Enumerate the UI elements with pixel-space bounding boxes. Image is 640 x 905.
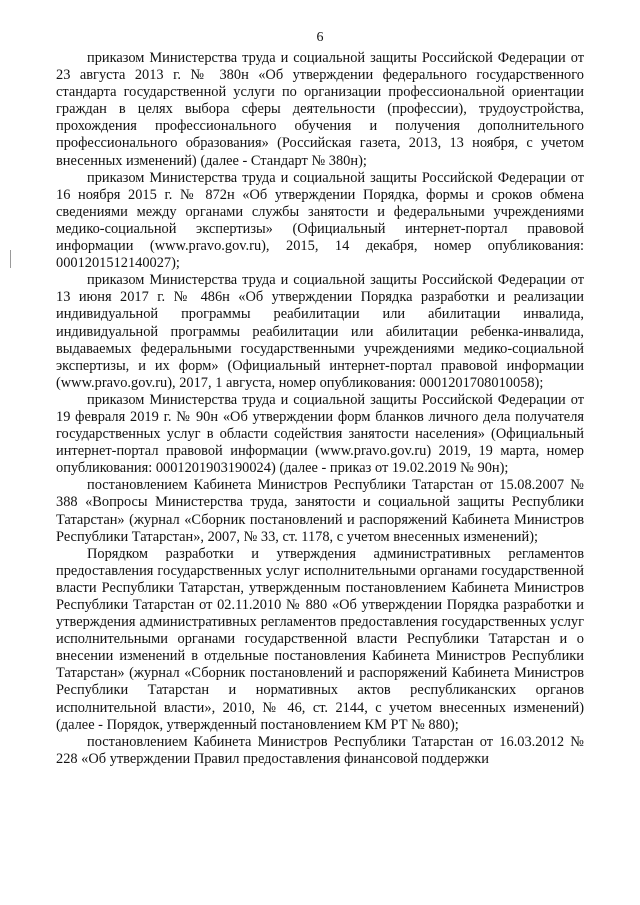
page-number: 6 <box>316 30 324 45</box>
margin-mark <box>10 250 11 268</box>
document-body <box>56 50 584 768</box>
paragraph-resolution-228: постановлением Кабинета Министров Республики Татарстан от 16.03.2012 № 228 «Об утверждении Правил предоставления финансовой поддержки <box>56 733 584 767</box>
paragraph-order-90n: приказом Министерства труда и социальной защиты Российской Федерации от 19 февраля 2019 г. № 90н «Об утверждении форм бланков личного дела получателя государственных услуг в области содействия занятости населения» (Официальный интернет-портал правовой информации (www.pravo.gov.ru) 2019, 19 марта, номер опубликования: 0001201903190024) (далее - приказ от 19.02.2019 № 90н); <box>56 391 584 477</box>
paragraph-resolution-388: постановлением Кабинета Министров Республики Татарстан от 15.08.2007 № 388 «Вопросы Министерства труда, занятости и социальной защиты Республики Татарстан» (журнал «Сборник постановлений и распоряжений Кабинета Министров Республики Татарстан», 2007, № 33, ст. 1178, с учетом внесенных изменений); <box>56 477 584 545</box>
paragraph-order-872n: приказом Министерства труда и социальной защиты Российской Федерации от 16 ноября 2015 г. № 872н «Об утверждении Порядка, формы и сроков обмена сведениями между органами службы занятости и федеральными учреждениями медико-социальной экспертизы» (Официальный интернет-портал правовой информации (www.pravo.gov.ru), 2015, 14 декабря, номер опубликования: 0001201512140027); <box>56 169 584 272</box>
paragraph-order-380n: приказом Министерства труда и социальной защиты Российской Федерации от 23 августа 2013 г. № 380н «Об утверждении федерального государственного стандарта государственной услуги по организации профессиональной ориентации граждан в целях выбора сферы деятельности (профессии), трудоустройства, прохождения профессионального обучения и получения дополнительного профессионального образования» (Российская газета, 2013, 13 ноября, с учетом внесенных изменений) (далее - Стандарт № 380н); <box>56 50 584 169</box>
paragraph-procedure-880: Порядком разработки и утверждения административных регламентов предоставления государственных услуг исполнительными органами государственной власти Республики Татарстан, утвержденным постановлением Кабинета Министров Республики Татарстан от 02.11.2010 № 880 «Об утверждении Порядка разработки и утверждения административных регламентов предоставления государственных услуг исполнительными органами государственной власти Республики Татарстан и о внесении изменений в отдельные постановления Кабинета Министров Республики Татарстан» (журнал «Сборник постановлений и распоряжений Кабинета Министров Республики Татарстан и нормативных актов республиканских органов исполнительной власти», 2010, № 46, ст. 2144, с учетом внесенных изменений) (далее - Порядок, утвержденный постановлением КМ РТ № 880); <box>56 545 584 733</box>
paragraph-order-486n: приказом Министерства труда и социальной защиты Российской Федерации от 13 июня 2017 г. № 486н «Об утверждении Порядка разработки и реализации индивидуальной программы реабилитации или абилитации инвалида, индивидуальной программы реабилитации или абилитации ребенка-инвалида, выдаваемых федеральными государственными учреждениями медико-социальной экспертизы, и их форм» (Официальный интернет-портал правовой информации (www.pravo.gov.ru), 2017, 1 августа, номер опубликования: 0001201708010058); <box>56 272 584 391</box>
